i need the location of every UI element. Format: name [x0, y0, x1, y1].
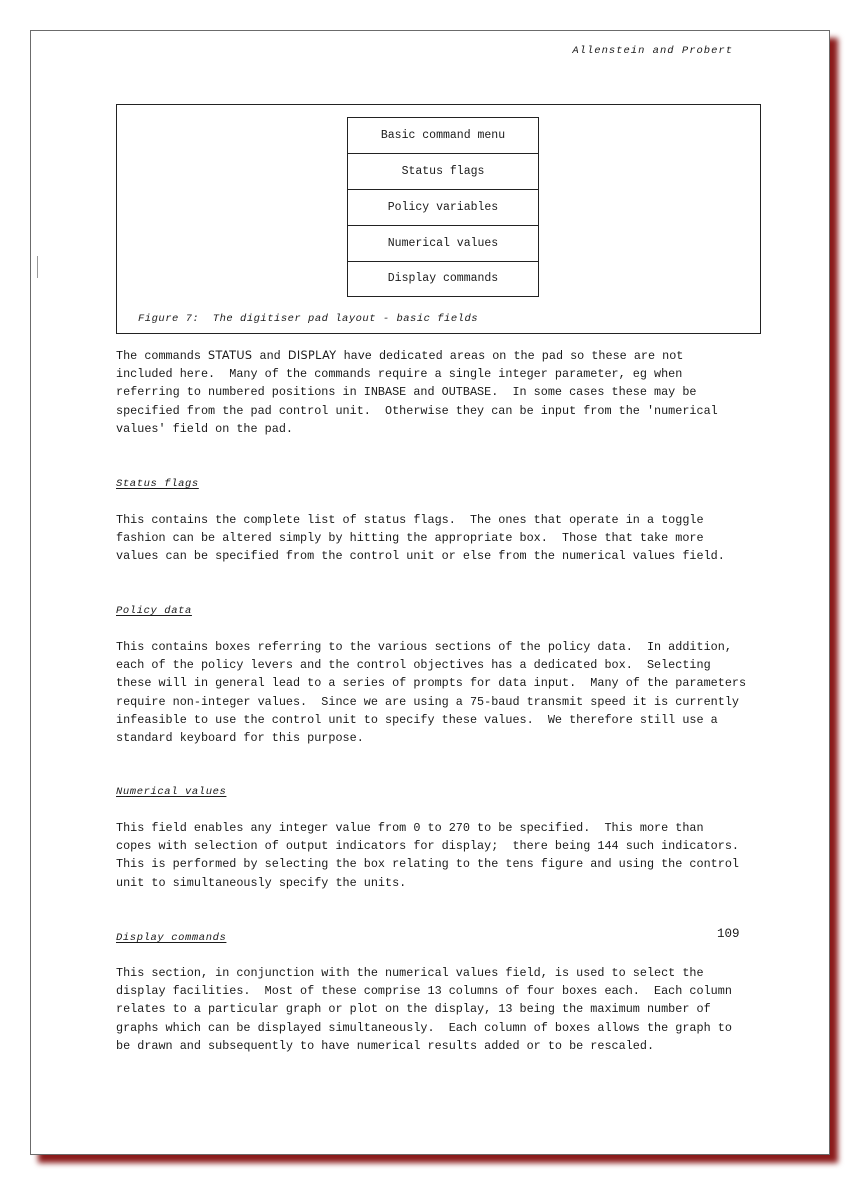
page-number: 109	[717, 927, 740, 941]
heading-display-commands: Display commands	[116, 932, 227, 944]
running-header: Allenstein and Probert	[572, 45, 733, 57]
policy-data-paragraph: This contains boxes referring to the various sections of the policy data. In addition, each of the policy levers and the control objectives has a dedicated box. Selecting these will in general lead to a series of prompts for data input. Many of the parameters require non-integer values. Since we are using a 75-baud transmit speed it is currently infeasible to use the control unit to specify these values. We therefore still use a standard keyboard for this purpose.	[116, 640, 747, 746]
numerical-values-paragraph: This field enables any integer value from 0 to 270 to be specified. This more than copes with selection of output indicators for display; there being 144 such indicators. This is performed by selecting the box relating to the tens figure and using the control unit to simultaneously specify the units.	[116, 821, 739, 890]
field-basic-command-menu: Basic command menu	[348, 118, 538, 154]
display-commands-paragraph: This section, in conjunction with the numerical values field, is used to select the display facilities. Most of these comprise 13 columns of four boxes each. Each column relates to a particular graph or plot on the display, 13 being the maximum number of graphs which can be displayed simultaneously. Each column of boxes allows the graph to be drawn and subsequently to have numerical results added or to be rescaled.	[116, 966, 732, 1053]
digitiser-pad-layout	[347, 117, 539, 297]
figure-caption: Figure 7: The digitiser pad layout - basic fields	[138, 313, 479, 325]
margin-mark	[37, 256, 38, 278]
document-page	[30, 30, 830, 1155]
heading-numerical-values: Numerical values	[116, 786, 227, 798]
keyword-display: DISPLAY	[287, 349, 337, 362]
keyword-status: STATUS	[208, 349, 253, 362]
figure-7	[116, 104, 761, 334]
heading-policy-data: Policy data	[116, 605, 192, 617]
field-status-flags: Status flags	[348, 154, 538, 190]
field-display-commands: Display commands	[387, 272, 499, 285]
field-policy-variables: Policy variables	[348, 190, 538, 226]
heading-status-flags: Status flags	[116, 478, 199, 490]
status-flags-paragraph: This contains the complete list of status flags. The ones that operate in a toggle fashion can be altered simply by hitting the appropriate box. Those that take more values can be specified from the control unit or else from the numerical values field.	[116, 513, 725, 564]
intro-paragraph: The commands STATUS and DISPLAY have dedicated areas on the pad so these are not included here. Many of the commands require a single integer parameter, eg when referring to numbered positions in INBASE and OUTBASE. In some cases these may be specified from the pad control unit. Otherwise they can be input from the 'numerical values' field on the pad.	[116, 349, 718, 436]
field-numerical-values: Numerical values	[348, 226, 538, 262]
